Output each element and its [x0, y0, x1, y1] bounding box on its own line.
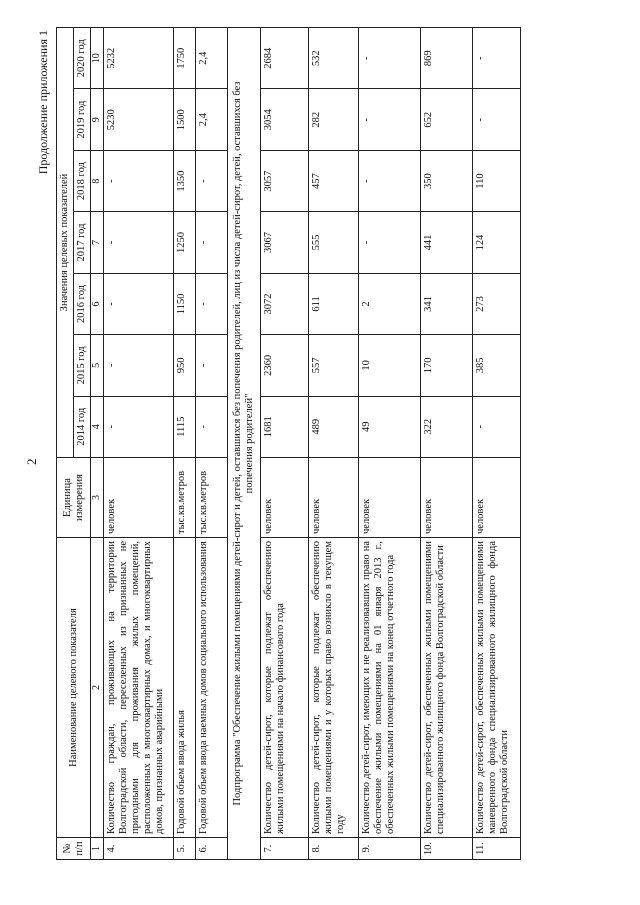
table-row	[472, 28, 520, 860]
value-cell: 110	[472, 150, 520, 211]
column-index: 1	[91, 838, 104, 860]
value-cell: 322	[420, 396, 472, 457]
value-cell: 350	[420, 150, 472, 211]
indicator-name: Количество детей-сирот, которые подлежат обеспечению жилыми помещениями на начало финансового года	[260, 538, 308, 838]
row-number: 5.	[173, 838, 195, 860]
value-cell: -	[103, 150, 173, 211]
table-row	[358, 28, 420, 860]
value-cell: -	[195, 396, 227, 457]
value-cell: -	[358, 150, 420, 211]
value-cell: 441	[420, 212, 472, 273]
value-cell: -	[103, 212, 173, 273]
value-cell: 5230	[103, 89, 173, 150]
table-row	[420, 28, 472, 860]
value-cell: 1500	[173, 89, 195, 150]
value-cell: 1681	[260, 396, 308, 457]
value-cell: 385	[472, 335, 520, 396]
value-cell: 532	[308, 28, 358, 89]
value-cell: -	[103, 273, 173, 334]
value-cell: -	[472, 89, 520, 150]
table-row	[195, 28, 227, 860]
value-cell: -	[195, 273, 227, 334]
table-row	[173, 28, 195, 860]
continuation-note: Продолжение приложения 1	[36, 30, 50, 175]
column-index: 5	[91, 335, 104, 396]
column-index: 9	[91, 89, 104, 150]
subprogram-title: Подпрограмма "Обеспечение жилыми помещениями детей-сирот и детей, оставшихся без попечения родителей, лиц из числа детей-сирот, детей, оставшихся без попечения родителей"	[227, 28, 260, 860]
header-year: 2016 год	[74, 273, 91, 334]
value-cell: 5232	[103, 28, 173, 89]
value-cell: -	[103, 335, 173, 396]
value-cell: -	[358, 212, 420, 273]
value-cell: 3072	[260, 273, 308, 334]
page-number: 2	[24, 458, 39, 465]
row-number: 7.	[260, 838, 308, 860]
unit-cell: тыс.кв.метров	[173, 458, 195, 538]
value-cell: 1250	[173, 212, 195, 273]
column-index: 2	[91, 538, 104, 838]
header-year: 2019 год	[74, 89, 91, 150]
value-cell: -	[358, 89, 420, 150]
header-year: 2014 год	[74, 396, 91, 457]
table-row	[103, 28, 173, 860]
header-year: 2020 год	[74, 28, 91, 89]
value-cell: -	[195, 150, 227, 211]
header-num: № п/п	[57, 838, 91, 860]
unit-cell: человек	[260, 458, 308, 538]
column-index: 8	[91, 150, 104, 211]
value-cell: -	[472, 396, 520, 457]
header-year: 2018 год	[74, 150, 91, 211]
unit-cell: человек	[308, 458, 358, 538]
value-cell: 611	[308, 273, 358, 334]
header-unit: Единица измерения	[57, 458, 91, 538]
value-cell: 489	[308, 396, 358, 457]
indicator-name: Количество детей-сирот, обеспеченных жилыми помещениями маневренного фонда специализированного жилищного фонда Волгоградской области	[472, 538, 520, 838]
value-cell: 1750	[173, 28, 195, 89]
value-cell: 341	[420, 273, 472, 334]
value-cell: 282	[308, 89, 358, 150]
value-cell: -	[358, 28, 420, 89]
unit-cell: человек	[472, 458, 520, 538]
value-cell: 557	[308, 335, 358, 396]
table-row	[260, 28, 308, 860]
column-index: 6	[91, 273, 104, 334]
header-year: 2015 год	[74, 335, 91, 396]
value-cell: 2	[358, 273, 420, 334]
value-cell: 555	[308, 212, 358, 273]
value-cell: -	[103, 396, 173, 457]
row-number: 8.	[308, 838, 358, 860]
value-cell: 2,4	[195, 28, 227, 89]
column-index: 4	[91, 396, 104, 457]
value-cell: 49	[358, 396, 420, 457]
unit-cell: тыс.кв.метров	[195, 458, 227, 538]
header-year: 2017 год	[74, 212, 91, 273]
value-cell: 2684	[260, 28, 308, 89]
value-cell: 1115	[173, 396, 195, 457]
row-number: 9.	[358, 838, 420, 860]
row-number: 6.	[195, 838, 227, 860]
indicator-name: Годовой объем ввода жилья	[173, 538, 195, 838]
value-cell: -	[472, 28, 520, 89]
indicator-name: Количество детей-сирот, которые подлежат обеспечению жилыми помещениями и у которых право возникло в текущем году	[308, 538, 358, 838]
header-values-group: Значения целевых показателей	[57, 28, 74, 458]
column-index: 10	[91, 28, 104, 89]
unit-cell: человек	[420, 458, 472, 538]
value-cell: -	[195, 335, 227, 396]
value-cell: 3067	[260, 212, 308, 273]
row-number: 4.	[103, 838, 173, 860]
unit-cell: человек	[358, 458, 420, 538]
indicator-name: Количество детей-сирот, имеющих и не реализовавших право на обеспечение жилыми помещениями на 01 января 2013 г., обеспеченных жилыми помещениями на конец отчетного года	[358, 538, 420, 838]
row-number: 10.	[420, 838, 472, 860]
column-index: 7	[91, 212, 104, 273]
value-cell: 124	[472, 212, 520, 273]
value-cell: 869	[420, 28, 472, 89]
value-cell: -	[195, 212, 227, 273]
value-cell: 10	[358, 335, 420, 396]
value-cell: 457	[308, 150, 358, 211]
value-cell: 1350	[173, 150, 195, 211]
value-cell: 273	[472, 273, 520, 334]
value-cell: 950	[173, 335, 195, 396]
value-cell: 3054	[260, 89, 308, 150]
indicator-name: Количество детей-сирот, обеспеченных жилыми помещениями специализированного жилищного фонда Волгоградской области	[420, 538, 472, 838]
value-cell: 170	[420, 335, 472, 396]
indicators-table	[56, 27, 521, 860]
value-cell: 1150	[173, 273, 195, 334]
value-cell: 652	[420, 89, 472, 150]
header-name: Наименование целевого показателя	[57, 538, 91, 838]
column-index: 3	[91, 458, 104, 538]
value-cell: 3057	[260, 150, 308, 211]
table-row	[308, 28, 358, 860]
indicator-name: Годовой объем ввода наемных домов социального использования	[195, 538, 227, 838]
unit-cell: человек	[103, 458, 173, 538]
value-cell: 2,4	[195, 89, 227, 150]
value-cell: 2360	[260, 335, 308, 396]
row-number: 11.	[472, 838, 520, 860]
indicator-name: Количество граждан, проживающих на территории Волгоградской области, переселенных из признанных не пригодными для проживания жилых помещений, расположенных в многоквартирных домах, и многоквартирных домов, признанных аварийными	[103, 538, 173, 838]
